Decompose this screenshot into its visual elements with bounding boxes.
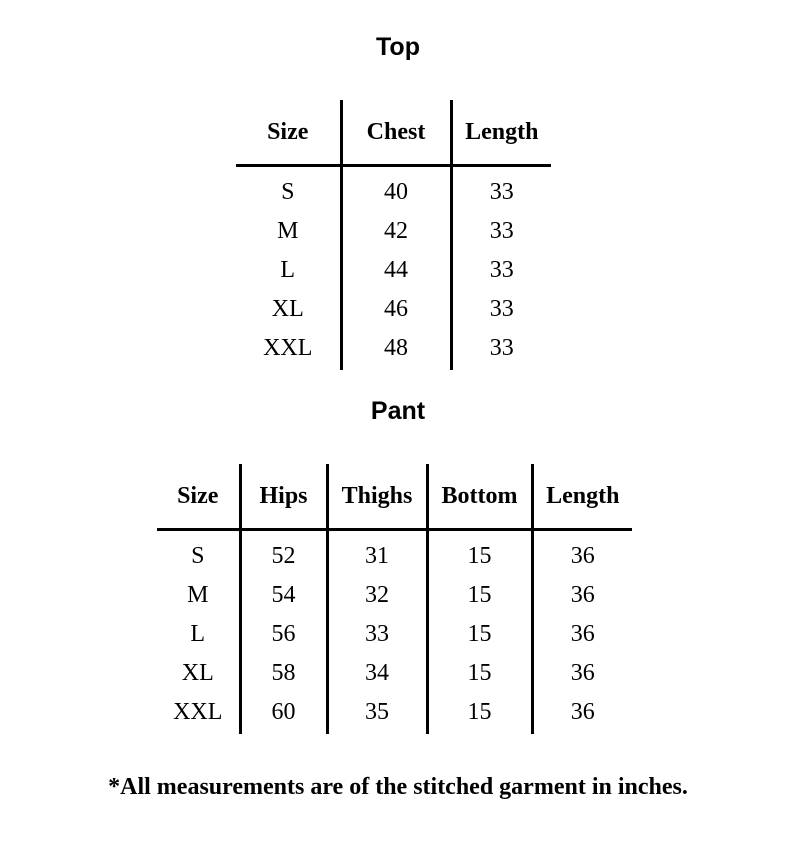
column-header-thighs: Thighs bbox=[327, 464, 427, 530]
table-cell: 36 bbox=[532, 693, 632, 734]
table-cell: 15 bbox=[427, 654, 532, 693]
table-header-row bbox=[236, 100, 551, 166]
table-cell: 33 bbox=[451, 212, 551, 251]
table-cell: L bbox=[190, 621, 206, 647]
table-row bbox=[236, 166, 551, 213]
table-cell: 42 bbox=[341, 212, 451, 251]
measurement-footnote: *All measurements are of the stitched garment in inches. bbox=[108, 774, 688, 800]
table-cell: S bbox=[191, 543, 205, 569]
column-header-size: Size bbox=[157, 464, 240, 530]
table-cell: 36 bbox=[532, 615, 632, 654]
table-cell: 36 bbox=[532, 654, 632, 693]
table-cell: 31 bbox=[327, 530, 427, 577]
table-row bbox=[236, 329, 551, 370]
table-row bbox=[236, 290, 551, 329]
table-row bbox=[157, 615, 632, 654]
table-cell: 15 bbox=[427, 576, 532, 615]
table-row bbox=[157, 654, 632, 693]
table-row bbox=[157, 530, 632, 577]
table-cell: 36 bbox=[532, 576, 632, 615]
table-cell: 32 bbox=[327, 576, 427, 615]
table-header-row bbox=[157, 464, 632, 530]
table-cell: S bbox=[281, 179, 295, 205]
column-header-length: Length bbox=[451, 100, 551, 166]
table-cell: XL bbox=[181, 660, 214, 686]
table-cell: 58 bbox=[240, 654, 327, 693]
table-cell: 15 bbox=[427, 530, 532, 577]
table-row bbox=[236, 251, 551, 290]
top-section-title: Top bbox=[376, 33, 420, 61]
table-cell: 15 bbox=[427, 615, 532, 654]
table-cell: 33 bbox=[451, 166, 551, 213]
table-cell: XL bbox=[271, 296, 304, 322]
column-header-hips: Hips bbox=[240, 464, 327, 530]
table-cell: 36 bbox=[532, 530, 632, 577]
table-cell: 33 bbox=[451, 251, 551, 290]
table-cell: 40 bbox=[341, 166, 451, 213]
table-cell: M bbox=[277, 218, 299, 244]
top-size-table bbox=[236, 100, 551, 370]
table-cell: M bbox=[187, 582, 209, 608]
table-cell: 54 bbox=[240, 576, 327, 615]
column-header-length: Length bbox=[532, 464, 632, 530]
table-cell: L bbox=[280, 257, 296, 283]
pant-section-title: Pant bbox=[370, 397, 426, 425]
table-cell: 33 bbox=[327, 615, 427, 654]
table-row bbox=[157, 576, 632, 615]
column-header-size: Size bbox=[236, 100, 341, 166]
table-cell: 46 bbox=[341, 290, 451, 329]
table-cell: 35 bbox=[327, 693, 427, 734]
table-cell: 33 bbox=[451, 329, 551, 370]
table-cell: 44 bbox=[341, 251, 451, 290]
table-cell: 60 bbox=[240, 693, 327, 734]
table-row bbox=[236, 212, 551, 251]
table-cell: 56 bbox=[240, 615, 327, 654]
table-cell: 15 bbox=[427, 693, 532, 734]
table-cell: 52 bbox=[240, 530, 327, 577]
table-cell: 48 bbox=[341, 329, 451, 370]
table-cell: XXL bbox=[263, 335, 313, 361]
table-cell: XXL bbox=[173, 699, 223, 725]
table-cell: 33 bbox=[451, 290, 551, 329]
column-header-bottom: Bottom bbox=[427, 464, 532, 530]
table-cell: 34 bbox=[327, 654, 427, 693]
column-header-chest: Chest bbox=[341, 100, 451, 166]
table-row bbox=[157, 693, 632, 734]
pant-size-table bbox=[157, 464, 632, 734]
